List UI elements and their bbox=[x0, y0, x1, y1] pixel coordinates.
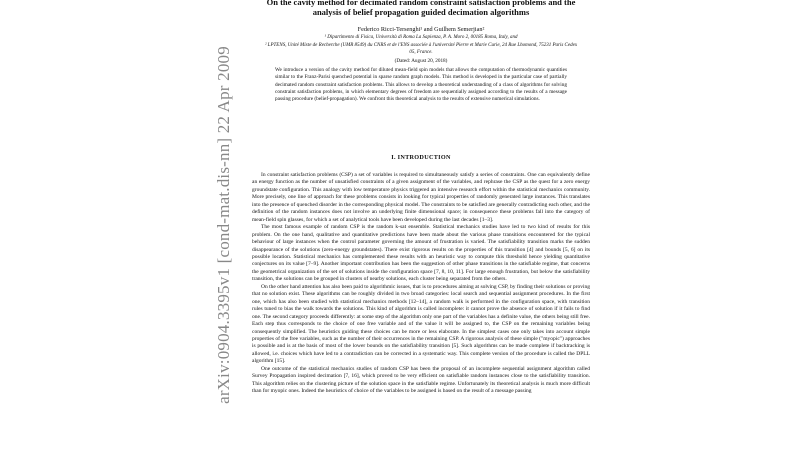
affiliation-2: ² LPTENS, Unité Mixte de Recherche (UMR 8549) du CNRS et de l'ENS associée à l'université Pierre et Marie Curie, 24 Rue Lhomond, 75231 Paris Cedex 05, France. bbox=[264, 43, 578, 55]
body-paragraph: On the other hand attention has also been paid to algorithmic issues, that is to procedures aiming at solving CSP, by finding their solutions or proving that no solution exist. These algorithms can be roughly divided in two broad categories: local search and sequential assignment procedures. In the first one, which has also been studied with statistical mechanics methods [12–14], a random walk is performed in the configuration space, with transition rules tuned to bias the walk towards the solutions. This kind of algorithm is called incomplete: it cannot prove the absence of solution if it fails to find one. The second category proceeds differently: at some step of the algorithm only one part of the variables has a definite value, the others being still free. Each step thus corresponds to the choice of one free variable and of the value it will be assigned to, the CSP on the remaining variables being consequently simplified. The heuristics guiding these choices can be more or less elaborate. In the simplest cases one only takes into account simple properties of the free variables, such as the number of their occurrences in the remaining CSP. A rigorous analysis of these simple ("myopic") approaches is possible and is at the basis of most of the lower bounds on the satisfiability transition [5]. Such algorithms can be made complete if backtracking is allowed, i.e. choices which have led to a contradiction can be corrected in a systematic way. This complete version of the procedure is called the DPLL algorithm [15]. bbox=[252, 283, 590, 365]
body-paragraph: In constraint satisfaction problems (CSP) a set of variables is required to simultaneously satisfy a series of constraints. One can equivalently define an energy function as the number of unsatisfied constraints of a given assignment of the variables, and rephrase the CSP as the quest for a zero energy groundstate configuration. This analogy with low temperature physics triggered an intensive research effort within the statistical mechanics community. More precisely, one line of approach for these problems consists in looking for typical properties of randomly generated large instances. This translates into the presence of quenched disorder in the corresponding physical model. The constraints to be satisfied are generally contradicting each other, and the definition of the random instances does not involve an underlying finite dimensional space; in consequence these problems fall into the category of mean-field spin glasses, for which a set of analytical tools have been developed during the last decades [1–3]. bbox=[252, 172, 590, 223]
paper-title: On the cavity method for decimated random constraint satisfaction problems and the analysis of belief propagation guided decimation algorithms bbox=[266, 0, 576, 17]
abstract: We introduce a version of the cavity method for diluted mean-field spin models that allows the computation of thermodynamic quantities similar to the Franz-Parisi quenched potential in sparse random graph models. This method is developed in the particular case of partially decimated random constraint satisfaction problems. This allows to develop a theoretical understanding of a class of algorithms for solving constraint satisfaction problems, in which elementary degrees of freedom are sequentially assigned according to the results of a message passing procedure (belief-propagation). We confront this theoretical analysis to the results of extensive numerical simulations. bbox=[275, 67, 567, 103]
body-paragraph: One outcome of the statistical mechanics studies of random CSP has been the proposal of an incomplete sequential assignment algorithm called Survey Propagation inspired decimation [7, 16], which proved to be very efficient on satisfiable random instances close to the satisfiability transition. This algorithm relies on the clustering picture of the solution space in the satisfiable regime. Unfortunately its theoretical analysis is much more difficult than for myopic ones. Indeed the heuristics of choice of the variables to be assigned is based on the result of a message passing bbox=[252, 365, 590, 395]
paper-authors: Federico Ricci-Tersenghi¹ and Guilhem Semerjian² bbox=[357, 26, 485, 33]
affiliation-1: ¹ Dipartimento di Fisica, Università di Roma La Sapienza, P. A. Moro 2, 00185 Roma, Italy, and bbox=[324, 35, 518, 40]
body-paragraph: The most famous example of random CSP is the random k-sat ensemble. Statistical mechanics studies have led to two kind of results for this problem. On the one hand, qualitative and quantitative predictions have been made about the various phase transitions encountered for the typical behaviour of large instances when the control parameter governing the amount of frustration is varied. The satisfiability transition marks the sudden disappearance of the solutions (zero-energy groundstates). There exist rigorous results on the properties of this transition [4] and bounds [5, 6] on its possible location. Statistical mechanics has complemented these results with an heuristic way to compute this threshold hence yielding quantitative conjectures on its value [7–9]. Another important contribution has been the suggestion of other phase transitions in the satisfiable regime, that concerns the geometrical organization of the set of solutions inside the configuration space [7, 8, 10, 11]. For large enough frustration, but below the satisfiability transition, the solutions can be grouped in clusters of nearby solutions, each cluster being separated from the others. bbox=[252, 224, 590, 283]
dated-line: (Dated: August 20, 2018) bbox=[394, 58, 448, 64]
arxiv-identifier: arXiv:0904.3395v1 [cond-mat.dis-nn] 22 Apr 2009 bbox=[214, 46, 233, 404]
section-heading: I. INTRODUCTION bbox=[391, 154, 451, 161]
body-text bbox=[252, 172, 590, 396]
